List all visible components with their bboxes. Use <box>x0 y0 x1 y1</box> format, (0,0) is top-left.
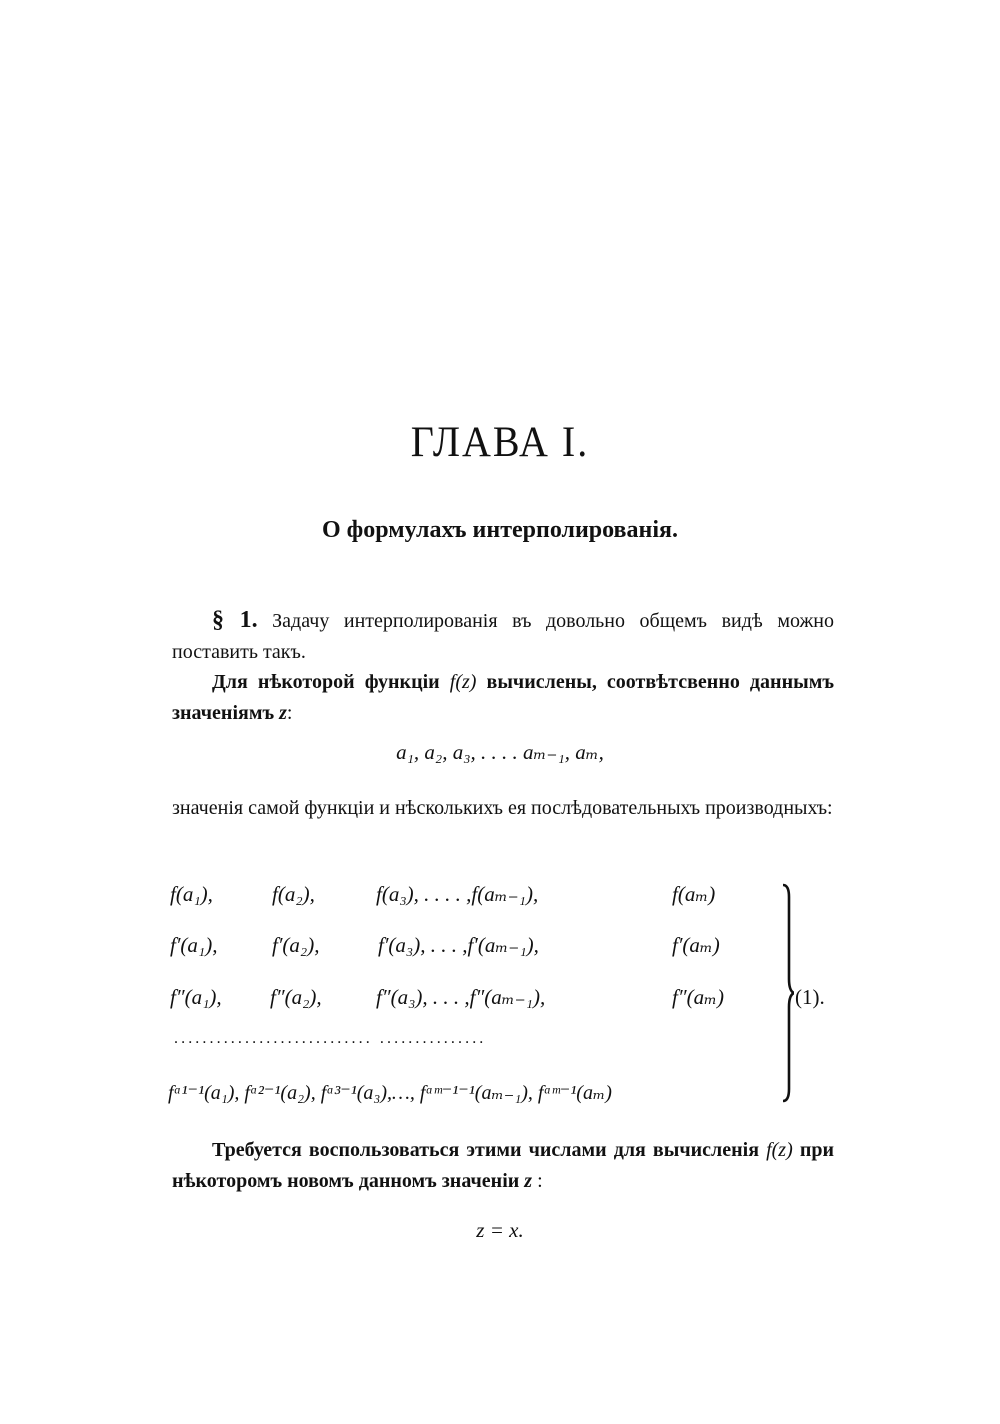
system-r3-c1: f″(a₁), <box>170 985 222 1009</box>
system-r1-c2: f(a₂), <box>272 882 315 906</box>
ellipsis-row: ............................ ............... <box>174 1030 487 1047</box>
right-brace <box>782 883 794 1103</box>
system-r3-c3: f″(a₃), . . . ,f″(aₘ₋₁), <box>376 985 546 1009</box>
system-r1-c3: f(a₃), . . . . ,f(aₘ₋₁), <box>376 882 539 906</box>
paragraph-4-text-after: : <box>532 1170 543 1192</box>
system-r3-c4: f″(aₘ) <box>672 985 724 1009</box>
chapter-title: ГЛАВА I. <box>410 417 590 466</box>
paragraph-4-text-before: Требуется воспользоваться этими числами для вычисленія <box>212 1139 767 1161</box>
paragraph-4 <box>172 1135 834 1197</box>
paragraph-2 <box>172 667 834 729</box>
paragraph-1-text: Задачу интерполированія въ довольно общемъ видѣ можно поставить такъ. <box>172 610 834 663</box>
paragraph-4-text-middle: при нѣкоторомъ новомъ данномъ значеніи <box>172 1139 835 1192</box>
system-r3-c2: f″(a₂), <box>270 985 322 1009</box>
system-r2-c2: f′(a₂), <box>272 933 320 957</box>
paragraph-1 <box>172 605 834 668</box>
system-r2-c1: f′(a₁), <box>170 933 218 957</box>
paragraph-2-text-middle: вычислены, соотвѣтсвенно даннымъ значеніямъ <box>172 671 834 724</box>
function-fz-2: f(z) <box>766 1139 793 1161</box>
equation-number: (1). <box>795 985 825 1009</box>
section-mark: § 1. <box>212 607 258 633</box>
paragraph-2-text-before: Для нѣкоторой функціи <box>212 671 450 693</box>
system-r2-c3: f′(a₃), . . . ,f′(aₘ₋₁), <box>378 933 539 957</box>
system-last-row: fᵅ¹⁻¹(a₁), fᵅ²⁻¹(a₂), fᵅ³⁻¹(a₃),…, fᵅᵐ⁻¹⁻¹(aₘ₋₁), fᵅᵐ⁻¹(aₘ) <box>168 1082 612 1104</box>
section-title: О формулахъ интерполированія. <box>322 517 678 543</box>
system-r2-c4: f′(aₘ) <box>672 933 720 957</box>
system-r1-c1: f(a₁), <box>170 882 213 906</box>
final-equation: z = x. <box>476 1218 524 1242</box>
function-fz: f(z) <box>449 671 477 693</box>
paragraph-2-text-after: : <box>286 702 293 724</box>
variable-z-2: z <box>524 1170 533 1192</box>
variable-z: z <box>279 702 287 724</box>
system-r1-c4: f(aₘ) <box>672 882 716 906</box>
values-line: a₁, a₂, a₃, . . . . aₘ₋₁, aₘ, <box>396 740 604 764</box>
paragraph-3: значенія самой функціи и нѣсколькихъ ея послѣдовательныхъ производныхъ: <box>172 797 833 819</box>
